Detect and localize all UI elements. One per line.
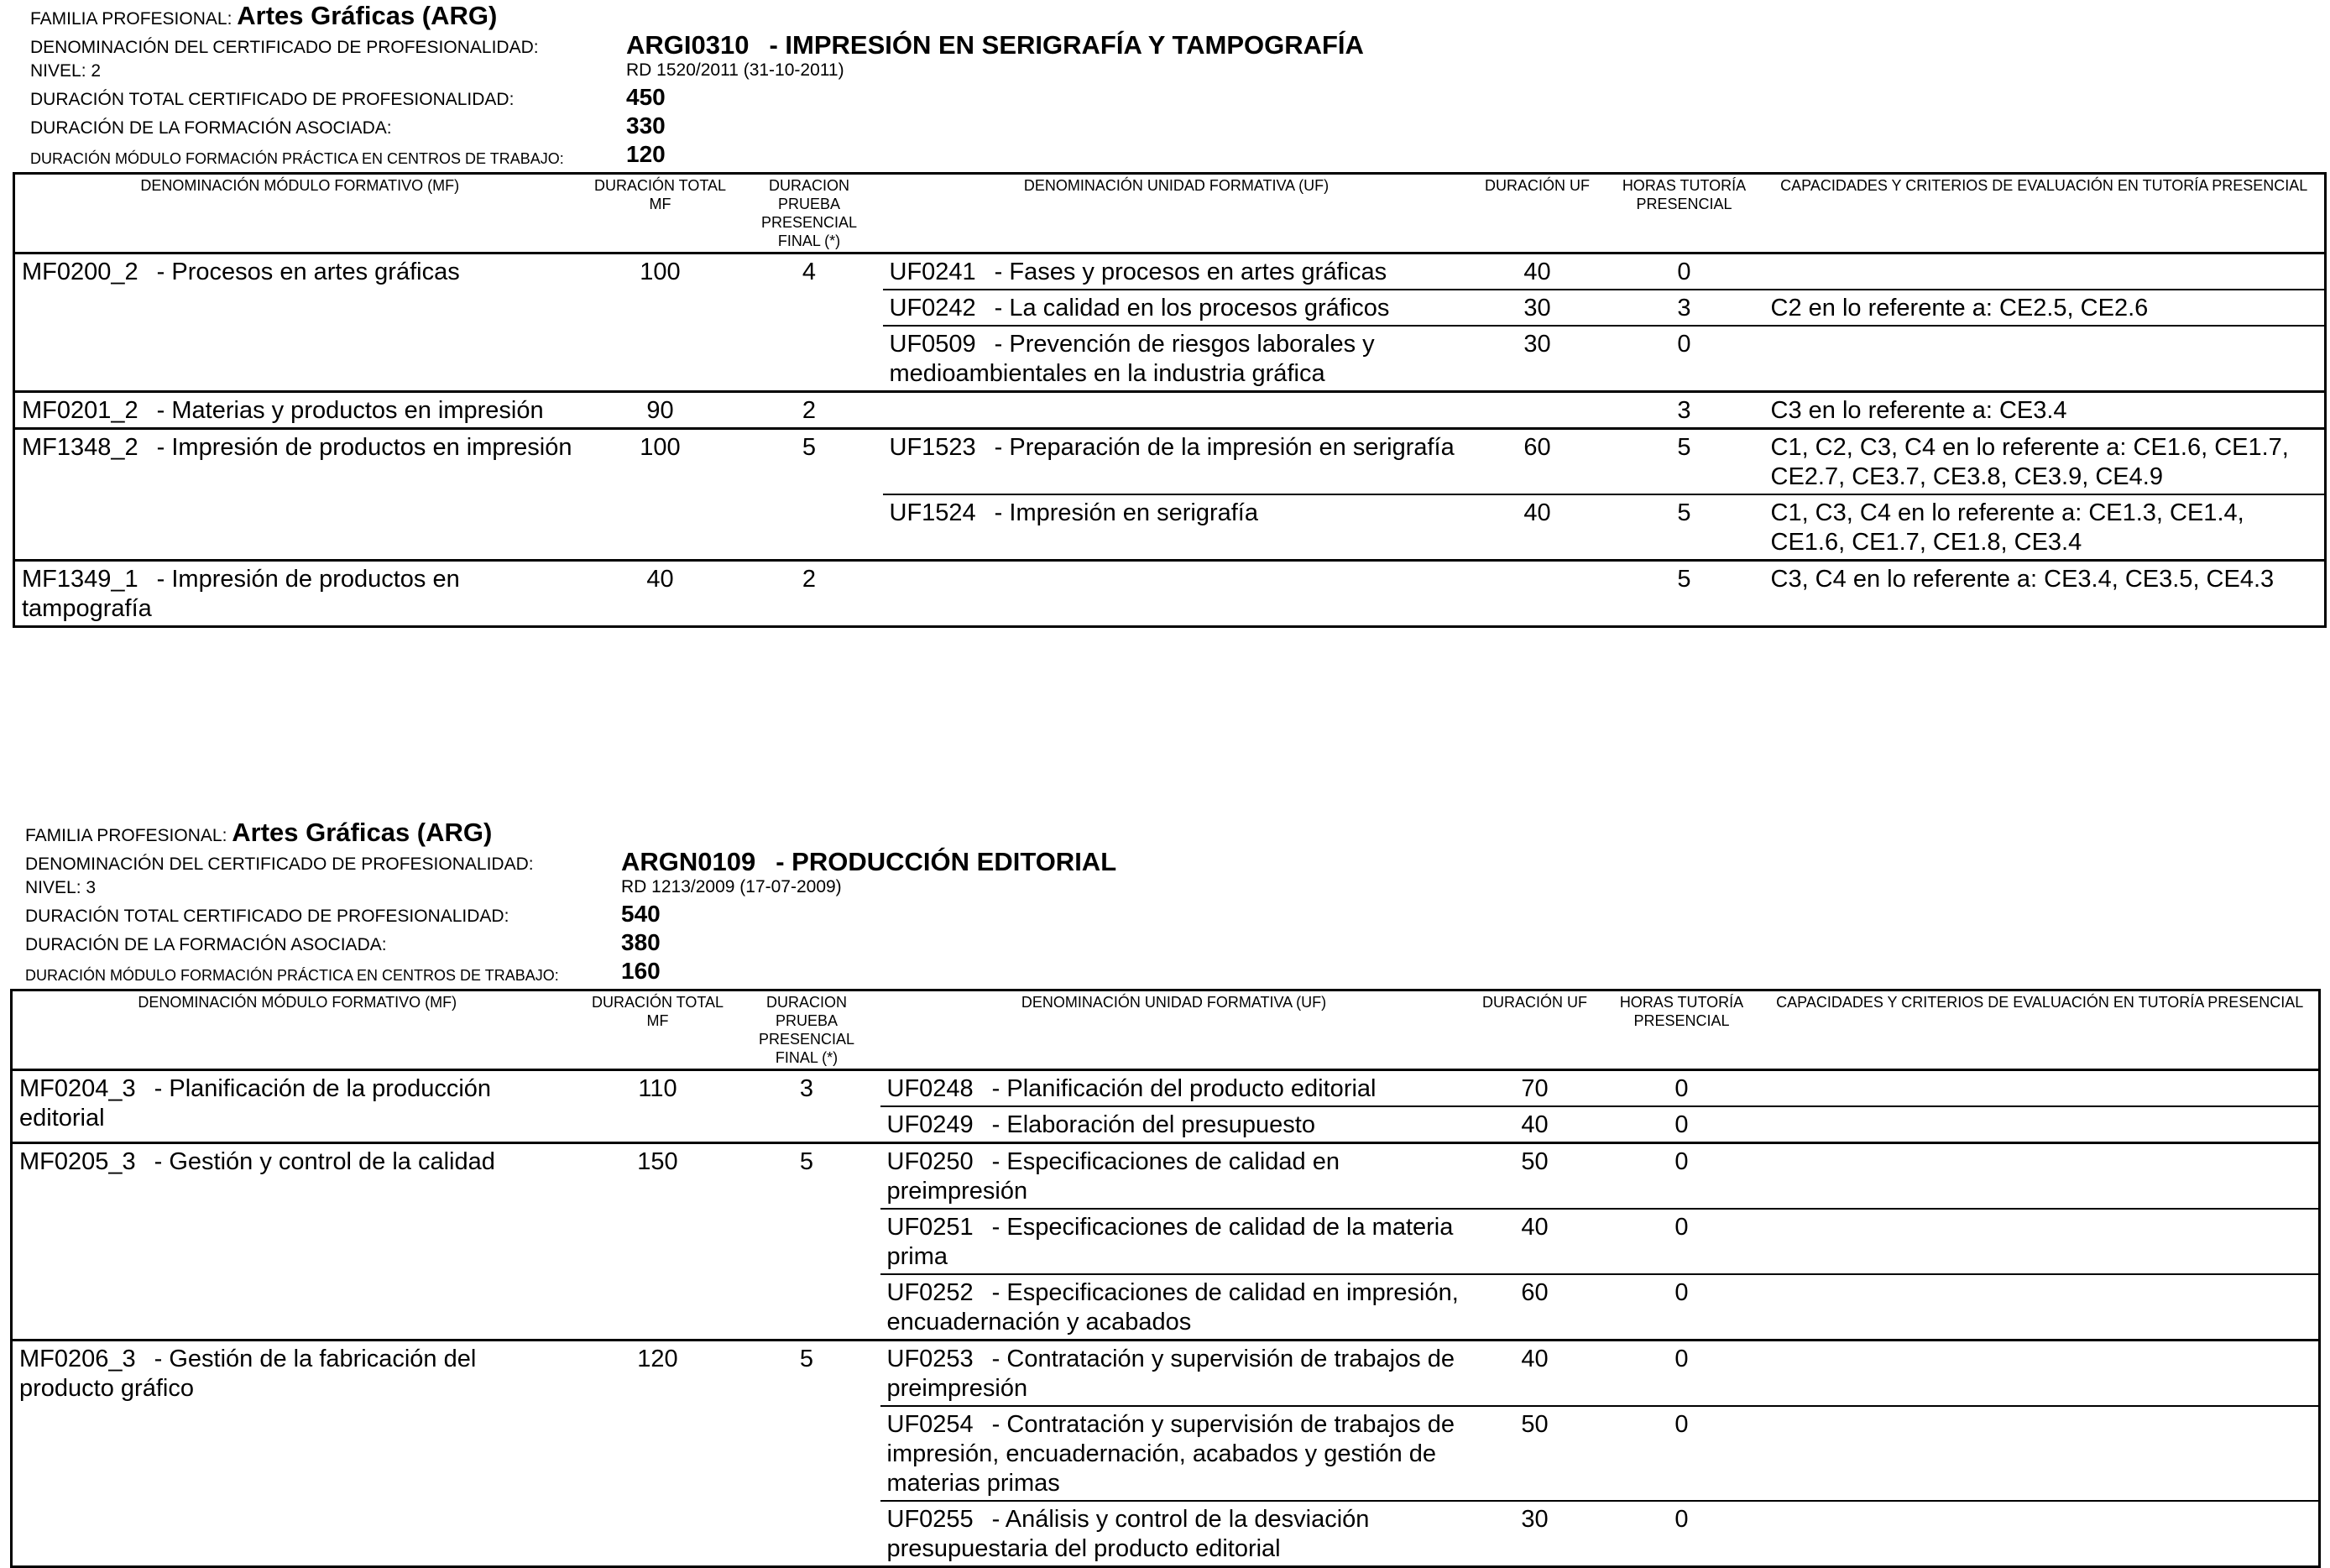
uf-horas: 0	[1602, 1341, 1762, 1407]
uf-name: - Elaboración del presupuesto	[991, 1111, 1315, 1138]
uf-cell	[880, 1143, 1468, 1210]
uf-capacidades	[1762, 1143, 2320, 1210]
uf-horas: 5	[1605, 494, 1764, 561]
certificate-name: - PRODUCCIÓN EDITORIAL	[776, 847, 1117, 876]
module-cell	[14, 253, 585, 392]
nivel-value: 2	[91, 61, 102, 81]
col-header-dur-mf: DURACIÓN TOTAL MF	[582, 990, 734, 1070]
module-duration: 110	[638, 1075, 677, 1102]
col-header-mf: DENOMINACIÓN MÓDULO FORMATIVO (MF)	[14, 174, 585, 253]
uf-capacidades	[1762, 1406, 2320, 1501]
col-header-uf: DENOMINACIÓN UNIDAD FORMATIVA (UF)	[883, 174, 1471, 253]
uf-code: UF0249	[886, 1111, 974, 1138]
uf-cell	[883, 429, 1471, 495]
familia-label: FAMILIA PROFESIONAL:	[25, 826, 227, 845]
familia-label: FAMILIA PROFESIONAL:	[30, 9, 232, 29]
uf-capacidades	[1764, 326, 2326, 392]
module-cell	[14, 392, 585, 429]
uf-name: - Prevención de riesgos laborales y medioambientales en la industria gráfica	[889, 331, 1375, 387]
duracion-formacion-label: DURACIÓN DE LA FORMACIÓN ASOCIADA:	[30, 118, 392, 138]
uf-duration: 40	[1468, 1341, 1602, 1407]
uf-horas: 0	[1605, 326, 1764, 392]
table-row	[14, 561, 2326, 627]
module-code: MF0200_2	[22, 259, 138, 285]
module-name: - Procesos en artes gráficas	[156, 259, 460, 285]
uf-horas: 0	[1602, 1106, 1762, 1143]
uf-code: UF0241	[889, 259, 976, 285]
module-name: - Impresión de productos en impresión	[156, 434, 572, 461]
duracion-practica-value: 160	[621, 958, 661, 984]
duracion-practica-label: DURACIÓN MÓDULO FORMACIÓN PRÁCTICA EN CENTROS DE TRABAJO:	[25, 967, 559, 984]
col-header-cap: CAPACIDADES Y CRITERIOS DE EVALUACIÓN EN TUTORÍA PRESENCIAL	[1762, 990, 2320, 1070]
duracion-total-label: DURACIÓN TOTAL CERTIFICADO DE PROFESIONALIDAD:	[25, 907, 509, 926]
col-header-horas: HORAS TUTORÍA PRESENCIAL	[1602, 990, 1762, 1070]
certificate-name: - IMPRESIÓN EN SERIGRAFÍA Y TAMPOGRAFÍA	[769, 30, 1364, 60]
uf-code: UF0255	[886, 1506, 974, 1533]
uf-duration: 40	[1523, 259, 1551, 285]
module-code: MF0205_3	[19, 1148, 136, 1175]
uf-cell	[883, 290, 1471, 326]
uf-name: - Impresión en serigrafía	[994, 499, 1258, 526]
uf-name: - Preparación de la impresión en serigrafía	[994, 434, 1455, 461]
uf-name: - Contratación y supervisión de trabajos de preimpresión	[886, 1346, 1455, 1402]
uf-code: UF0252	[886, 1279, 974, 1306]
familia-value: Artes Gráficas (ARG)	[237, 1, 498, 30]
uf-name: - Especificaciones de calidad en preimpresión	[886, 1148, 1340, 1205]
nivel-line	[25, 877, 96, 899]
uf-horas: 0	[1602, 1143, 1762, 1210]
uf-duration: 70	[1521, 1075, 1549, 1102]
uf-horas: 0	[1602, 1209, 1762, 1274]
uf-duration	[1471, 561, 1605, 627]
module-cell	[14, 429, 585, 561]
uf-capacidades: C2 en lo referente a: CE2.5, CE2.6	[1764, 290, 2326, 326]
rd-reference: RD 1213/2009 (17-07-2009)	[621, 877, 842, 896]
module-code: MF1348_2	[22, 434, 138, 461]
module-cell	[12, 1341, 582, 1567]
uf-cell	[880, 1070, 1468, 1107]
uf-duration	[1471, 392, 1605, 429]
module-code: MF0206_3	[19, 1346, 136, 1372]
table-row	[12, 1341, 2320, 1407]
duracion-formacion-value: 380	[621, 929, 661, 955]
uf-capacidades: C1, C3, C4 en lo referente a: CE1.3, CE1.4, CE1.6, CE1.7, CE1.8, CE3.4	[1764, 494, 2326, 561]
uf-capacidades	[1762, 1501, 2320, 1567]
col-header-dur-uf: DURACIÓN UF	[1468, 990, 1602, 1070]
table-row	[14, 253, 2326, 290]
module-name: - Gestión y control de la calidad	[154, 1148, 495, 1175]
uf-capacidades	[1762, 1341, 2320, 1407]
uf-cell	[880, 1341, 1468, 1407]
certificate-code: ARGI0310	[626, 30, 750, 60]
uf-duration: 60	[1471, 429, 1605, 495]
col-header-horas: HORAS TUTORÍA PRESENCIAL	[1605, 174, 1764, 253]
uf-cell	[883, 494, 1471, 561]
rd-reference: RD 1520/2011 (31-10-2011)	[626, 60, 844, 80]
table-row	[12, 1143, 2320, 1210]
uf-duration: 60	[1468, 1274, 1602, 1341]
duracion-total-value: 450	[626, 84, 666, 110]
module-cell	[14, 561, 585, 627]
uf-capacidades: C3 en lo referente a: CE3.4	[1764, 392, 2326, 429]
uf-horas: 0	[1677, 259, 1691, 285]
uf-horas: 5	[1605, 561, 1764, 627]
nivel-label: NIVEL:	[25, 878, 81, 897]
module-prueba: 4	[802, 259, 817, 285]
uf-code: UF1524	[889, 499, 976, 526]
col-header-uf: DENOMINACIÓN UNIDAD FORMATIVA (UF)	[880, 990, 1468, 1070]
uf-cell	[880, 1406, 1468, 1501]
col-header-dur-mf: DURACIÓN TOTAL MF	[585, 174, 736, 253]
module-duration: 150	[582, 1143, 734, 1341]
uf-cell	[883, 253, 1471, 290]
uf-horas: 3	[1605, 290, 1764, 326]
module-code: MF0201_2	[22, 397, 138, 424]
modules-table	[13, 172, 2327, 628]
uf-name: - Especificaciones de calidad en impresión, encuadernación y acabados	[886, 1279, 1459, 1335]
uf-horas: 5	[1605, 429, 1764, 495]
uf-cell	[880, 1106, 1468, 1143]
uf-capacidades	[1762, 1274, 2320, 1341]
uf-duration: 40	[1468, 1209, 1602, 1274]
nivel-label: NIVEL:	[30, 61, 86, 81]
duracion-formacion-value: 330	[626, 112, 666, 139]
table-header-row	[12, 990, 2320, 1070]
nivel-value: 3	[86, 878, 97, 897]
module-prueba: 5	[734, 1143, 880, 1341]
nivel-line	[30, 60, 101, 82]
modules-table	[10, 989, 2321, 1568]
uf-capacidades	[1762, 1209, 2320, 1274]
uf-duration: 50	[1468, 1143, 1602, 1210]
module-name: - Planificación de la producción editorial	[19, 1075, 492, 1132]
uf-capacidades	[1762, 1106, 2320, 1143]
certificate-code: ARGN0109	[621, 847, 756, 876]
col-header-mf: DENOMINACIÓN MÓDULO FORMATIVO (MF)	[12, 990, 582, 1070]
denominacion-label: DENOMINACIÓN DEL CERTIFICADO DE PROFESIONALIDAD:	[30, 38, 539, 57]
module-prueba: 2	[736, 561, 883, 627]
uf-name: - Contratación y supervisión de trabajos de impresión, encuadernación, acabados y gestión de materias primas	[886, 1411, 1455, 1497]
uf-cell	[880, 1274, 1468, 1341]
table-row	[12, 1070, 2320, 1107]
uf-duration: 40	[1468, 1106, 1602, 1143]
table-row	[14, 429, 2326, 495]
uf-code: UF0254	[886, 1411, 974, 1438]
table-header-row	[14, 174, 2326, 253]
uf-code: UF0250	[886, 1148, 974, 1175]
module-duration: 40	[585, 561, 736, 627]
uf-horas: 3	[1605, 392, 1764, 429]
uf-cell	[880, 1209, 1468, 1274]
duracion-total-label: DURACIÓN TOTAL CERTIFICADO DE PROFESIONALIDAD:	[30, 90, 515, 109]
duracion-total-value: 540	[621, 901, 661, 927]
uf-horas: 0	[1602, 1274, 1762, 1341]
uf-name: - Especificaciones de calidad de la materia prima	[886, 1214, 1454, 1270]
uf-name: - Planificación del producto editorial	[991, 1075, 1377, 1102]
uf-code: UF0253	[886, 1346, 974, 1372]
uf-horas: 0	[1674, 1075, 1689, 1102]
uf-name: - La calidad en los procesos gráficos	[994, 295, 1390, 321]
uf-capacidades: C1, C2, C3, C4 en lo referente a: CE1.6, CE1.7, CE2.7, CE3.7, CE3.8, CE3.9, CE4.9	[1764, 429, 2326, 495]
uf-duration: 30	[1471, 326, 1605, 392]
uf-cell	[883, 326, 1471, 392]
module-prueba: 2	[736, 392, 883, 429]
uf-horas: 0	[1602, 1501, 1762, 1567]
familia-value: Artes Gráficas (ARG)	[232, 818, 493, 847]
table-row	[14, 392, 2326, 429]
uf-code: UF0251	[886, 1214, 974, 1241]
uf-code: UF0242	[889, 295, 976, 321]
denominacion-label: DENOMINACIÓN DEL CERTIFICADO DE PROFESIONALIDAD:	[25, 855, 534, 874]
uf-code: UF0509	[889, 331, 976, 358]
uf-cell	[883, 561, 1471, 627]
uf-duration: 50	[1468, 1406, 1602, 1501]
module-duration: 100	[640, 259, 681, 285]
module-code: MF0204_3	[19, 1075, 136, 1102]
uf-name: - Análisis y control de la desviación presupuestaria del producto editorial	[886, 1506, 1370, 1562]
duracion-practica-value: 120	[626, 141, 666, 167]
familia-line	[25, 818, 493, 847]
certificate-title	[626, 30, 1364, 60]
duracion-formacion-label: DURACIÓN DE LA FORMACIÓN ASOCIADA:	[25, 935, 387, 954]
familia-line	[30, 1, 498, 30]
col-header-prueba: DURACION PRUEBA PRESENCIAL FINAL (*)	[736, 174, 883, 253]
uf-capacidades: C3, C4 en lo referente a: CE3.4, CE3.5, CE4.3	[1764, 561, 2326, 627]
uf-cell	[880, 1501, 1468, 1567]
uf-duration: 30	[1471, 290, 1605, 326]
uf-capacidades	[1762, 1070, 2320, 1107]
uf-duration: 40	[1471, 494, 1605, 561]
uf-name: - Fases y procesos en artes gráficas	[994, 259, 1387, 285]
uf-capacidades	[1764, 253, 2326, 290]
uf-code: UF1523	[889, 434, 976, 461]
module-prueba: 5	[734, 1341, 880, 1567]
uf-horas: 0	[1602, 1406, 1762, 1501]
module-duration: 120	[582, 1341, 734, 1567]
uf-cell	[883, 392, 1471, 429]
duracion-practica-label: DURACIÓN MÓDULO FORMACIÓN PRÁCTICA EN CENTROS DE TRABAJO:	[30, 150, 564, 167]
uf-duration: 30	[1468, 1501, 1602, 1567]
module-name: - Gestión de la fabricación del producto gráfico	[19, 1346, 477, 1402]
certificate-title	[621, 847, 1116, 877]
module-cell	[12, 1070, 582, 1143]
module-cell	[12, 1143, 582, 1341]
uf-code: UF0248	[886, 1075, 974, 1102]
module-code: MF1349_1	[22, 566, 138, 593]
module-duration: 90	[585, 392, 736, 429]
module-prueba: 5	[736, 429, 883, 561]
module-name: - Materias y productos en impresión	[156, 397, 544, 424]
col-header-dur-uf: DURACIÓN UF	[1471, 174, 1605, 253]
module-duration: 100	[585, 429, 736, 561]
module-name: - Impresión de productos en tampografía	[22, 566, 460, 622]
col-header-cap: CAPACIDADES Y CRITERIOS DE EVALUACIÓN EN TUTORÍA PRESENCIAL	[1764, 174, 2326, 253]
module-prueba: 3	[799, 1075, 814, 1102]
col-header-prueba: DURACION PRUEBA PRESENCIAL FINAL (*)	[734, 990, 880, 1070]
